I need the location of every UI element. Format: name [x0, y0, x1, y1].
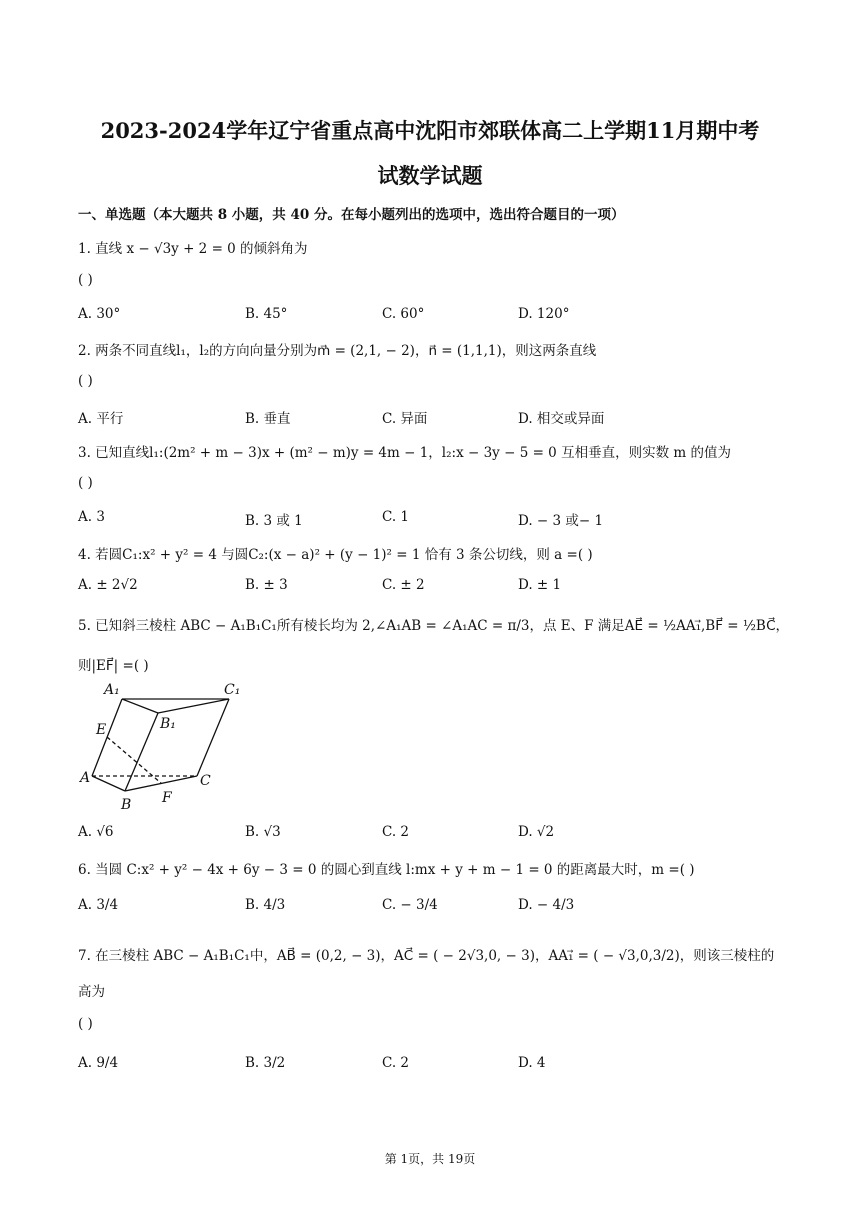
q3-option-a: A. 3 [78, 509, 105, 525]
label-c: C [200, 773, 211, 789]
q1-stem: 1. 直线 x − √3y + 2 = 0 的倾斜角为 [78, 241, 308, 257]
q7-stem-line2: 高为 [78, 984, 105, 1000]
q6-stem: 6. 当圆 C:x² + y² − 4x + 6y − 3 = 0 的圆心到直线 l:mx + y + m − 1 = 0 的距离最大时，m =( ) [78, 862, 695, 878]
label-a: A [80, 770, 91, 786]
doc-title-line2: 试数学试题 [377, 163, 483, 188]
q4-option-b: B. ± 3 [245, 577, 288, 593]
label-c1: C₁ [224, 682, 241, 698]
q2-option-c: C. 异面 [382, 411, 428, 427]
q7-option-c: C. 2 [382, 1055, 410, 1071]
q3-option-c: C. 1 [382, 509, 410, 525]
section-heading: 一、单选题（本大题共 8 小题，共 40 分。在每小题列出的选项中，选出符合题目的一项） [78, 207, 625, 223]
q3-option-d: D. − 3 或− 1 [518, 513, 604, 529]
doc-title-line1: 2023-2024学年辽宁省重点高中沈阳市郊联体高二上学期11月期中考 [100, 118, 760, 143]
q5-option-d: D. √2 [518, 824, 555, 840]
edge-a1b1 [122, 699, 158, 713]
label-b: B [121, 797, 132, 813]
q6-option-a: A. 3/4 [78, 897, 119, 913]
q5-option-a: A. √6 [78, 824, 114, 840]
prism-figure [78, 678, 248, 813]
q7-option-d: D. 4 [518, 1055, 546, 1071]
q5-stem-line2: 则|EF⃗| =( ) [78, 658, 149, 674]
q1-option-d: D. 120° [518, 306, 570, 322]
q3-option-b: B. 3 或 1 [245, 513, 303, 529]
edge-b1c1 [158, 699, 229, 713]
q1-option-a: A. 30° [78, 306, 121, 322]
label-f: F [162, 790, 172, 806]
edge-ab [92, 776, 125, 791]
edge-bb1 [125, 713, 158, 791]
page-footer: 第 1页，共 19页 [384, 1152, 476, 1166]
q7-option-a: A. 9/4 [78, 1055, 119, 1071]
q2-option-b: B. 垂直 [245, 411, 291, 427]
q6-option-b: B. 4/3 [245, 897, 286, 913]
q5-option-b: B. √3 [245, 824, 281, 840]
q3-paren: ( ) [78, 475, 93, 491]
q2-stem: 2. 两条不同直线l₁，l₂的方向向量分别为m⃗ = (2,1, − 2)，n⃗ = (1,1,1)，则这两条直线 [78, 343, 597, 359]
edge-bc [125, 776, 197, 791]
label-b1: B₁ [160, 716, 176, 732]
q6-option-c: C. − 3/4 [382, 897, 438, 913]
q1-option-c: C. 60° [382, 306, 425, 322]
q1-option-b: B. 45° [245, 306, 288, 322]
q7-option-b: B. 3/2 [245, 1055, 286, 1071]
q5-stem: 5. 已知斜三棱柱 ABC − A₁B₁C₁所有棱长均为 2,∠A₁AB = ∠A₁AC = π/3，点 E、F 满足AE⃗ = ½AA₁⃗,BF⃗ = ½BC⃗， [78, 618, 790, 634]
q2-option-a: A. 平行 [78, 411, 124, 427]
q7-stem: 7. 在三棱柱 ABC − A₁B₁C₁中，AB⃗ = (0,2, − 3)，AC⃗ = ( − 2√3,0, − 3)，AA₁⃗ = ( − √3,0,3/2)，则该三棱柱的 [78, 948, 775, 964]
q4-option-a: A. ± 2√2 [78, 577, 138, 593]
q5-option-c: C. 2 [382, 824, 410, 840]
q4-option-d: D. ± 1 [518, 577, 562, 593]
label-e: E [96, 722, 107, 738]
q3-stem: 3. 已知直线l₁:(2m² + m − 3)x + (m² − m)y = 4m − 1，l₂:x − 3y − 5 = 0 互相垂直，则实数 m 的值为 [78, 445, 731, 461]
q2-option-d: D. 相交或异面 [518, 411, 605, 427]
label-a1: A₁ [104, 682, 120, 698]
q4-stem: 4. 若圆C₁:x² + y² = 4 与圆C₂:(x − a)² + (y − 1)² = 1 恰有 3 条公切线，则 a =( ) [78, 547, 593, 563]
q6-option-d: D. − 4/3 [518, 897, 575, 913]
edge-cc1 [197, 699, 229, 776]
q2-paren: ( ) [78, 373, 93, 389]
q4-option-c: C. ± 2 [382, 577, 425, 593]
q1-paren: ( ) [78, 272, 93, 288]
q7-paren: ( ) [78, 1016, 93, 1032]
